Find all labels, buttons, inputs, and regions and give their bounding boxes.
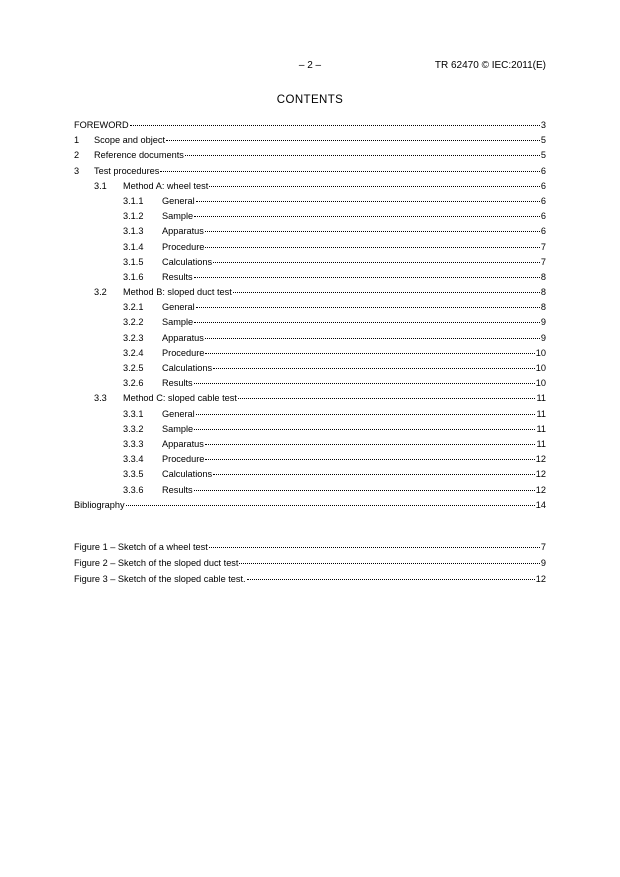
toc-entry-label: Procedure	[162, 347, 205, 358]
toc-entry-label: Sample	[162, 317, 194, 328]
toc-entry-label: Results	[162, 484, 193, 495]
toc-entry[interactable]	[74, 407, 546, 422]
toc-entry[interactable]	[74, 467, 546, 482]
toc-entry-page: 8	[540, 287, 546, 298]
toc-entry-label: Apparatus	[162, 226, 204, 237]
dot-leader	[194, 429, 535, 430]
toc-entry-number: 3.1.5	[123, 256, 144, 267]
dot-leader	[194, 383, 535, 384]
dot-leader	[209, 186, 540, 187]
toc-entry-label: General	[162, 195, 195, 206]
toc-entry-label: Calculations	[162, 256, 213, 267]
figure-entry-page: 12	[535, 574, 546, 585]
toc-entry-number: 3.1	[94, 180, 107, 191]
toc-entry-page: 6	[540, 165, 546, 176]
dot-leader	[194, 277, 540, 278]
dot-leader	[239, 563, 539, 564]
toc-entry[interactable]	[74, 285, 546, 300]
toc-entry-label: Sample	[162, 211, 194, 222]
toc-entry[interactable]	[74, 483, 546, 498]
toc-entry-page: 11	[536, 393, 546, 404]
toc-entry-page: 3	[540, 120, 546, 130]
toc-entry-label: Apparatus	[162, 332, 204, 343]
toc-entry[interactable]	[74, 437, 546, 452]
toc-entry-label: Calculations	[162, 469, 213, 480]
dot-leader	[209, 547, 540, 548]
dot-leader	[205, 353, 534, 354]
toc-entry-number: 3.1.3	[123, 226, 144, 237]
figure-entry-label: Figure 2 – Sketch of the sloped duct test	[74, 558, 239, 569]
contents-title: CONTENTS	[276, 94, 344, 106]
dot-leader	[166, 140, 540, 141]
figure-entry-page: 7	[540, 542, 546, 552]
toc-entry-page: 11	[536, 438, 546, 449]
toc-entry[interactable]	[74, 164, 546, 179]
dot-leader	[205, 444, 536, 445]
toc-entry-label: Apparatus	[162, 438, 204, 449]
toc-entry-number: 3.2.3	[123, 332, 144, 343]
dot-leader	[185, 155, 540, 156]
toc-entry-number: 1	[74, 135, 80, 146]
toc-entry-label: Test procedures	[94, 165, 160, 176]
toc-entry-label: Procedure	[162, 454, 205, 465]
toc-entry-number: 3.2.2	[123, 317, 144, 328]
toc-entry-number: 3.2	[94, 287, 107, 298]
figure-entry[interactable]	[74, 571, 546, 587]
toc-entry-page: 9	[540, 332, 546, 343]
dot-leader	[213, 368, 535, 369]
toc-entry[interactable]	[74, 331, 546, 346]
toc-entry-page: 6	[540, 226, 546, 237]
dot-leader	[213, 262, 540, 263]
dot-leader	[233, 292, 540, 293]
toc-entry-number: 3.2.6	[123, 378, 144, 389]
toc-entry-label: Sample	[162, 423, 194, 434]
toc-entry[interactable]	[74, 300, 546, 315]
toc-entry[interactable]	[74, 118, 546, 133]
toc-entry[interactable]	[74, 376, 546, 391]
toc-entry-number: 3.2.5	[123, 363, 144, 373]
toc-entry-number: 3.1.4	[123, 241, 144, 252]
dot-leader	[196, 307, 540, 308]
toc-entry-page: 9	[540, 317, 546, 328]
toc-entry-label: Calculations	[162, 363, 213, 373]
dot-leader	[205, 338, 540, 339]
toc-entry-label: Procedure	[162, 241, 205, 252]
dot-leader	[213, 474, 535, 475]
toc-entry-number: 3.2.1	[123, 302, 144, 313]
toc-entry-page: 5	[540, 150, 546, 161]
toc-entry[interactable]	[74, 148, 546, 163]
toc-entry-number: 3.3.1	[123, 408, 144, 419]
toc-entry[interactable]	[74, 315, 546, 330]
toc-entry-label: Method A: wheel test	[123, 180, 209, 191]
toc-entry-number: 3.3.6	[123, 484, 144, 495]
toc-entry-page: 8	[540, 271, 546, 282]
dot-leader	[194, 490, 535, 491]
dot-leader	[238, 398, 536, 399]
toc-entry-page: 11	[536, 423, 546, 434]
toc-entry-page: 6	[540, 211, 546, 222]
dot-leader	[196, 201, 540, 202]
toc-entry[interactable]	[74, 133, 546, 148]
toc-entry-label: Results	[162, 271, 193, 282]
toc-entry[interactable]	[74, 194, 546, 209]
toc-entry[interactable]	[74, 422, 546, 437]
toc-entry[interactable]	[74, 452, 546, 467]
dot-leader	[205, 231, 540, 232]
toc-entry-page: 10	[535, 347, 546, 358]
toc-entry[interactable]	[74, 391, 546, 406]
toc-entry-label: Bibliography	[74, 499, 125, 510]
toc-entry[interactable]	[74, 361, 546, 376]
toc-entry-page: 7	[540, 256, 546, 267]
toc-entry-label: Results	[162, 378, 193, 389]
dot-leader	[247, 579, 535, 580]
toc-entry-page: 6	[540, 195, 546, 206]
dot-leader	[194, 322, 540, 323]
toc-entry-page: 10	[535, 378, 546, 389]
toc-entry-number: 3.3.5	[123, 469, 144, 480]
dot-leader	[194, 216, 540, 217]
toc-entry-number: 3.1.2	[123, 211, 144, 222]
figure-entry-page: 9	[540, 558, 546, 569]
toc-entry-page: 5	[540, 135, 546, 146]
toc-entry[interactable]	[74, 270, 546, 285]
toc-entry-page: 12	[535, 454, 546, 465]
toc-entry-label: Method C: sloped cable test	[123, 393, 237, 404]
toc-entry-number: 3.3.3	[123, 438, 144, 449]
toc-entry-number: 3.2.4	[123, 347, 144, 358]
dot-leader	[196, 414, 536, 415]
toc-entry[interactable]	[74, 255, 546, 270]
toc-entry-label: Reference documents	[94, 150, 184, 161]
table-of-contents	[74, 118, 546, 513]
dot-leader	[205, 459, 534, 460]
figure-entry-label: Figure 3 – Sketch of the sloped cable test.	[74, 574, 246, 585]
toc-entry-number: 3.3.2	[123, 423, 144, 434]
figure-entry-label: Figure 1 – Sketch of a wheel test	[74, 542, 208, 552]
dot-leader	[160, 171, 540, 172]
toc-entry-page: 10	[535, 363, 546, 373]
figure-entry[interactable]	[74, 555, 546, 571]
document-reference: TR 62470 © IEC:2011(E)	[434, 60, 546, 71]
toc-entry-page: 12	[535, 469, 546, 480]
page-number: – 2 –	[298, 60, 322, 71]
toc-entry-number: 3.1.6	[123, 271, 144, 282]
list-of-figures	[74, 539, 546, 588]
toc-entry-label: Method B: sloped duct test	[123, 287, 232, 298]
figure-entry[interactable]	[74, 539, 546, 555]
toc-entry-number: 3.3	[94, 393, 107, 404]
toc-entry-label: FOREWORD	[74, 120, 129, 130]
toc-entry-label: General	[162, 408, 195, 419]
toc-entry[interactable]	[74, 346, 546, 361]
toc-entry[interactable]	[74, 179, 546, 194]
dot-leader	[130, 125, 540, 126]
toc-entry[interactable]	[74, 498, 546, 513]
toc-entry-number: 2	[74, 150, 80, 161]
toc-entry-page: 7	[540, 241, 546, 252]
toc-entry-page: 6	[540, 180, 546, 191]
toc-entry[interactable]	[74, 240, 546, 255]
toc-entry-page: 12	[535, 484, 546, 495]
toc-entry-page: 11	[536, 408, 546, 419]
toc-entry-label: General	[162, 302, 195, 313]
toc-entry-number: 3.3.4	[123, 454, 144, 465]
dot-leader	[205, 247, 539, 248]
toc-entry-page: 8	[540, 302, 546, 313]
toc-entry-number: 3.1.1	[123, 195, 144, 206]
dot-leader	[126, 505, 535, 506]
toc-entry[interactable]	[74, 209, 546, 224]
toc-entry-number: 3	[74, 165, 80, 176]
toc-entry-page: 14	[535, 499, 546, 510]
toc-entry[interactable]	[74, 224, 546, 239]
toc-entry-label: Scope and object	[94, 135, 166, 146]
